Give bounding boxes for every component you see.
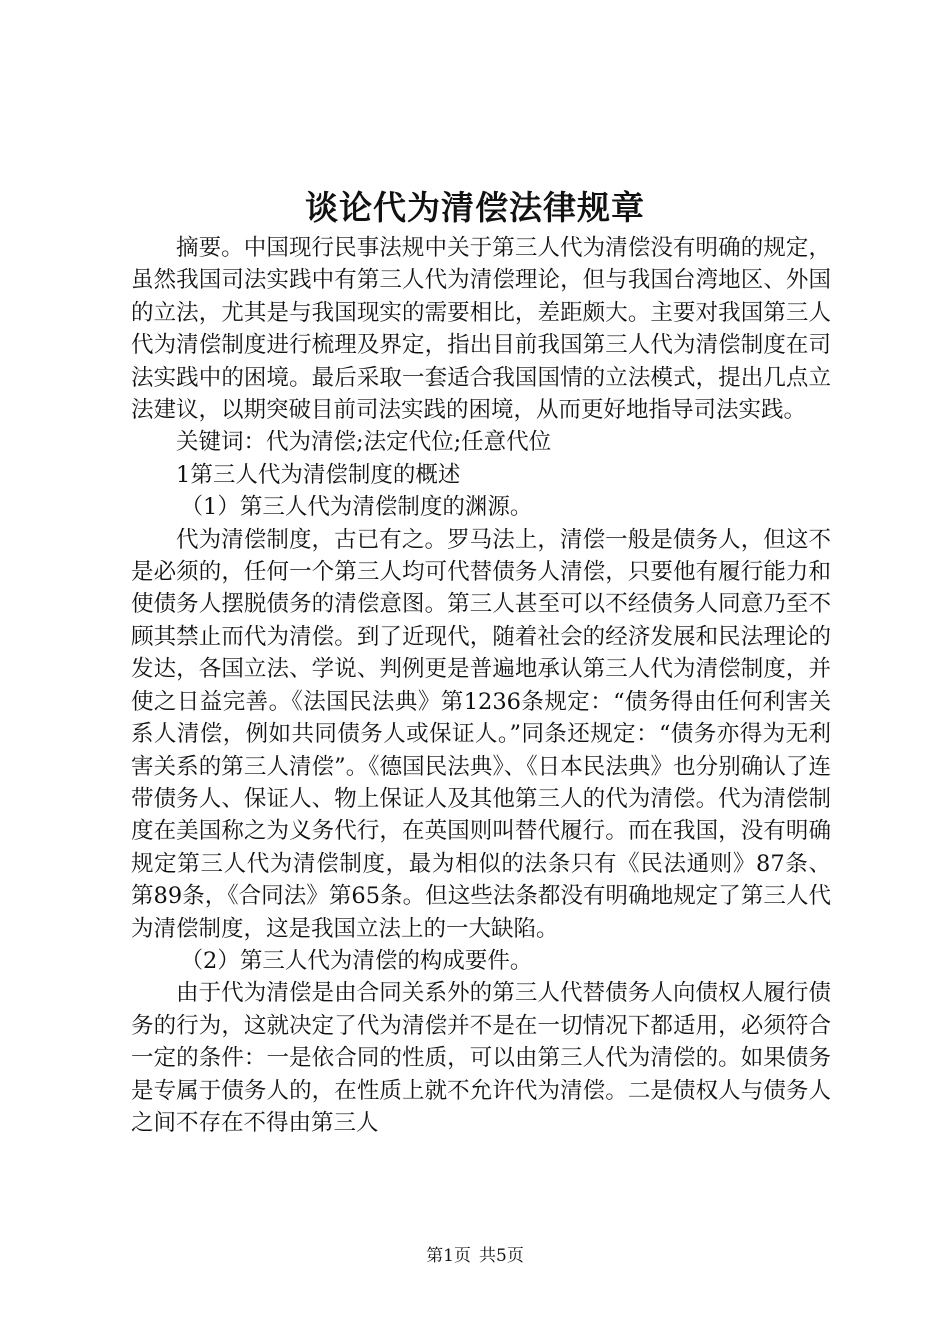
subsection-heading: （1）第三人代为清偿制度的渊源。 xyxy=(180,494,533,521)
page-total: 共5页 xyxy=(479,1246,524,1266)
page-number: 第1页 xyxy=(426,1246,471,1266)
abstract-paragraph: 摘要。中国现行民事法规中关于第三人代为清偿没有明确的规定，虽然我国司法实践中有第三人代为清偿理论，但与我国台湾地区、外国的立法，尤其是与我国现实的需要相比，差距颇大。主要对我国第三人代为清偿制度进行梳理及界定，指出目前我国第三人代为清偿制度在司法实践中的困境。最后采取一套适合我国国情的立法模式，提出几点立法建议，以期突破目前司法实践的困境，从而更好地指导司法实践。 xyxy=(131,235,831,424)
page-footer xyxy=(0,1244,950,1268)
body-paragraph: 由于代为清偿是由合同关系外的第三人代替债务人向债权人履行债务的行为，这就决定了代为清偿并不是在一切情况下都适用，必须符合一定的条件：一是依合同的性质，可以由第三人代为清偿的。如果债务是专属于债务人的，在性质上就不允许代为清偿。二是债权人与债务人之间不存在不得由第三人 xyxy=(131,980,831,1136)
document-body xyxy=(131,232,831,1139)
document-title: 谈论代为清偿法律规章 xyxy=(305,188,645,227)
section-heading: 1第三人代为清偿制度的概述 xyxy=(176,461,461,488)
body-paragraph: 代为清偿制度，古已有之。罗马法上，清偿一般是债务人，但这不是必须的，任何一个第三人均可代替债务人清偿，只要他有履行能力和使债务人摆脱债务的清偿意图。第三人甚至可以不经债务人同意乃至不顾其禁止而代为清偿。到了近现代，随着社会的经济发展和民法理论的发达，各国立法、学说、判例更是普遍地承认第三人代为清偿制度，并使之日益完善。《法国民法典》第1236条规定：“债务得由任何利害关系人清偿，例如共同债务人或保证人。”同条还规定：“债务亦得为无利害关系的第三人清偿”。《德国民法典》、《日本民法典》也分别确认了连带债务人、保证人、物上保证人及其他第三人的代为清偿。代为清偿制度在美国称之为义务代行，在英国则叫替代履行。而在我国，没有明确规定第三人代为清偿制度，最为相似的法条只有《民法通则》87条、第89条，《合同法》第65条。但这些法条都没有明确地规定了第三人代为清偿制度，这是我国立法上的一大缺陷。 xyxy=(131,526,831,942)
subsection-heading: （2）第三人代为清偿的构成要件。 xyxy=(180,947,533,974)
keywords-line: 关键词：代为清偿;法定代位;任意代位 xyxy=(176,429,552,456)
